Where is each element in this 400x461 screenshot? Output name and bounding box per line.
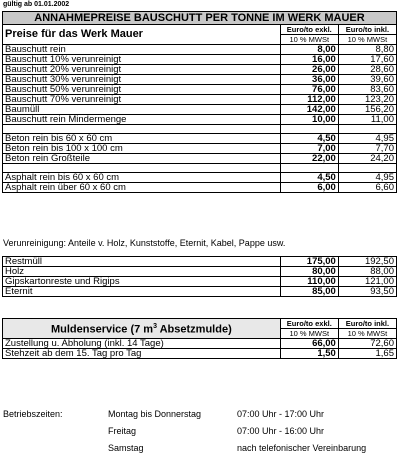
table-row: [3, 85, 397, 95]
price-excl: 4,50: [280, 173, 338, 183]
subtitle: Preise für das Werk Mauer: [3, 25, 281, 45]
hours-label: Betriebszeiten:: [3, 409, 63, 419]
price-incl: 8,80: [338, 45, 396, 55]
item-name: Bauschutt rein Mindermenge: [3, 115, 281, 125]
price-incl: 83,60: [338, 85, 396, 95]
item-name: Bauschutt 10% verunreinigt: [3, 55, 281, 65]
price-table: [2, 11, 397, 193]
item-name: Baumüll: [3, 105, 281, 115]
table-row: [3, 115, 397, 125]
price-incl: 156,20: [338, 105, 396, 115]
price-incl: 24,20: [338, 154, 396, 164]
price-incl: 11,00: [338, 115, 396, 125]
item-name: Bauschutt 30% verunreinigt: [3, 75, 281, 85]
valid-from-note: gültig ab 01.01.2002: [3, 1, 70, 8]
table-title: ANNAHMEPREISE BAUSCHUTT PER TONNE IM WERK MAUER: [3, 12, 397, 25]
price-incl: 121,00: [338, 277, 396, 287]
price-excl: 80,00: [280, 267, 338, 277]
waste-table: [2, 256, 397, 297]
price-excl: 22,00: [280, 154, 338, 164]
price-excl: 76,00: [280, 85, 338, 95]
col-header-excl: Euro/to exkl.: [280, 25, 338, 35]
price-excl: 1,50: [280, 349, 338, 359]
mulden-table: [2, 318, 397, 359]
item-name: Beton rein bis 60 x 60 cm: [3, 134, 281, 144]
table-row: [3, 75, 397, 85]
price-excl: 10,00: [280, 115, 338, 125]
table-row: [3, 173, 397, 183]
table-row: [3, 349, 397, 359]
mulden-col-header-excl: Euro/to exkl.: [280, 319, 338, 329]
table-row: [3, 257, 397, 267]
price-excl: 8,00: [280, 45, 338, 55]
item-name: Bauschutt rein: [3, 45, 281, 55]
col-header-mwst-excl: 10 % MWSt: [280, 35, 338, 45]
table-row: [3, 144, 397, 154]
table-row: [3, 55, 397, 65]
price-incl: 123,20: [338, 95, 396, 105]
item-name: Zustellung u. Abholung (inkl. 14 Tage): [3, 339, 281, 349]
item-name: Stehzeit ab dem 15. Tag pro Tag: [3, 349, 281, 359]
price-excl: 85,00: [280, 287, 338, 297]
hours-day: Freitag: [108, 426, 137, 436]
item-name: Bauschutt 70% verunreinigt: [3, 95, 281, 105]
hours-day: Montag bis Donnerstag: [108, 409, 202, 419]
price-excl: 36,00: [280, 75, 338, 85]
table-row: [3, 134, 397, 144]
item-name: Bauschutt 50% verunreinigt: [3, 85, 281, 95]
item-name: Asphalt rein bis 60 x 60 cm: [3, 173, 281, 183]
mulden-col-mwst-incl: 10 % MWSt: [338, 329, 396, 339]
table-row: [3, 65, 397, 75]
price-incl: 4,95: [338, 134, 396, 144]
price-excl: 112,00: [280, 95, 338, 105]
item-name: Bauschutt 20% verunreinigt: [3, 65, 281, 75]
item-name: Beton rein bis 100 x 100 cm: [3, 144, 281, 154]
item-name: Holz: [3, 267, 281, 277]
mulden-title-post: Absetzmulde): [156, 323, 232, 336]
price-excl: 6,00: [280, 183, 338, 193]
price-excl: 66,00: [280, 339, 338, 349]
price-incl: 39,60: [338, 75, 396, 85]
table-row: [3, 105, 397, 115]
table-row: [3, 45, 397, 55]
price-incl: 17,60: [338, 55, 396, 65]
price-incl: 192,50: [338, 257, 396, 267]
item-name: Restmüll: [3, 257, 281, 267]
col-header-mwst-incl: 10 % MWSt: [338, 35, 396, 45]
table-row: [3, 183, 397, 193]
price-incl: 28,60: [338, 65, 396, 75]
price-incl: 88,00: [338, 267, 396, 277]
table-row: [3, 339, 397, 349]
mulden-col-header-incl: Euro/to inkl.: [338, 319, 396, 329]
table-row: [3, 277, 397, 287]
price-incl: 72,60: [338, 339, 396, 349]
price-incl: 4,95: [338, 173, 396, 183]
mulden-col-mwst-excl: 10 % MWSt: [280, 329, 338, 339]
price-excl: 110,00: [280, 277, 338, 287]
item-name: Beton rein Großteile: [3, 154, 281, 164]
price-excl: 142,00: [280, 105, 338, 115]
hours-time: 07:00 Uhr - 17:00 Uhr: [237, 409, 325, 419]
price-incl: 1,65: [338, 349, 396, 359]
price-excl: 26,00: [280, 65, 338, 75]
price-incl: 7,70: [338, 144, 396, 154]
hours-time: nach telefonischer Vereinbarung: [237, 443, 367, 453]
hours-time: 07:00 Uhr - 16:00 Uhr: [237, 426, 325, 436]
col-header-incl: Euro/to inkl.: [338, 25, 396, 35]
price-incl: 93,50: [338, 287, 396, 297]
impurity-note: Verunreinigung: Anteile v. Holz, Kunststoffe, Eternit, Kabel, Pappe usw.: [3, 238, 286, 248]
table-row: [3, 287, 397, 297]
item-name: Eternit: [3, 287, 281, 297]
item-name: Asphalt rein über 60 x 60 cm: [3, 183, 281, 193]
price-incl: 6,60: [338, 183, 396, 193]
table-row: [3, 154, 397, 164]
mulden-title-sup: 3: [153, 323, 157, 331]
item-name: Gipskartonreste und Rigips: [3, 277, 281, 287]
price-excl: 4,50: [280, 134, 338, 144]
hours-day: Samstag: [108, 443, 144, 453]
mulden-title: [3, 319, 281, 339]
table-row: [3, 267, 397, 277]
price-excl: 7,00: [280, 144, 338, 154]
mulden-title-text: Muldenservice (7 m: [50, 323, 154, 336]
price-excl: 175,00: [280, 257, 338, 267]
table-row: [3, 95, 397, 105]
price-excl: 16,00: [280, 55, 338, 65]
